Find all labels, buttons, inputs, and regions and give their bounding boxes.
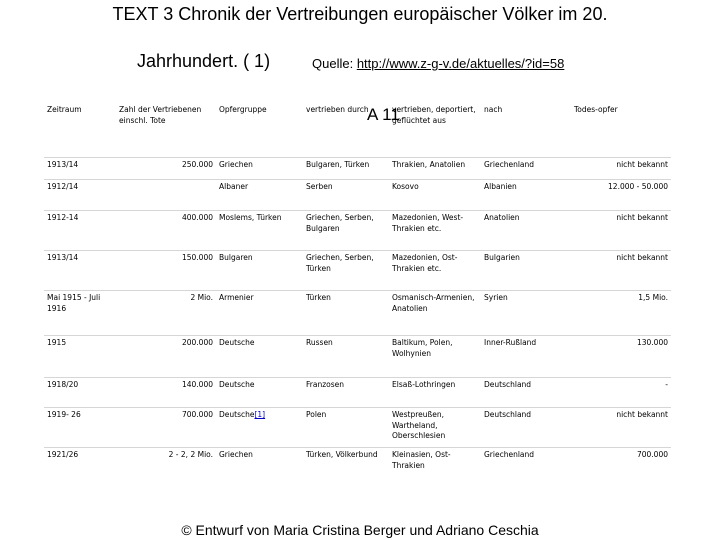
table-row — [44, 158, 671, 180]
table-row — [44, 408, 671, 448]
cell-group-text: Albaner — [219, 182, 249, 191]
cell-group — [216, 180, 303, 211]
table-row — [44, 291, 671, 336]
cell-count: 150.000 — [116, 251, 216, 291]
cell-to: Albanien — [481, 180, 566, 211]
cell-from: Kleinasien, Ost-Thrakien — [389, 448, 481, 488]
cell-by: Franzosen — [303, 378, 389, 408]
cell-from: Kosovo — [389, 180, 481, 211]
cell-to: Deutschland — [481, 378, 566, 408]
cell-period: 1913/14 — [44, 158, 116, 180]
cell-by: Türken — [303, 291, 389, 336]
cell-period: 1913/14 — [44, 251, 116, 291]
cell-group-text: Bulgaren — [219, 253, 253, 262]
title-line-1: TEXT 3 Chronik der Vertreibungen europäischer Völker im 20. — [112, 4, 608, 24]
cell-group — [216, 291, 303, 336]
cell-period: Mai 1915 - Juli 1916 — [44, 291, 116, 336]
cell-count: 2 Mio. — [116, 291, 216, 336]
cell-group — [216, 448, 303, 488]
title-line-2: Jahrhundert. ( 1) — [137, 51, 271, 71]
footer-credit: © Entwurf von Maria Cristina Berger und Adriano Ceschia — [181, 522, 539, 538]
cell-to: Anatolien — [481, 211, 566, 251]
cell-by: Russen — [303, 336, 389, 378]
source-reference — [312, 56, 564, 71]
cell-group-text: Deutsche — [219, 338, 255, 347]
cell-from: Osmanisch-Armenien, Anatolien — [389, 291, 481, 336]
cell-deaths: nicht bekannt — [566, 211, 671, 251]
table-row — [44, 251, 671, 291]
cell-group-text: Moslems, Türken — [219, 213, 282, 222]
cell-period: 1912-14 — [44, 211, 116, 251]
cell-to: Griechenland — [481, 448, 566, 488]
cell-to: Inner-Rußland — [481, 336, 566, 378]
cell-count: 140.000 — [116, 378, 216, 408]
cell-period: 1919- 26 — [44, 408, 116, 448]
footnote-link[interactable]: [1] — [254, 410, 266, 419]
source-link[interactable]: http://www.z-g-v.de/aktuelles/?id=58 — [356, 56, 565, 71]
cell-deaths: nicht bekannt — [566, 408, 671, 448]
cell-count: 400.000 — [116, 211, 216, 251]
cell-deaths: nicht bekannt — [566, 158, 671, 180]
cell-deaths: - — [566, 378, 671, 408]
cell-period: 1912/14 — [44, 180, 116, 211]
col-header-by: vertrieben durch — [306, 105, 369, 114]
cell-deaths: 1,5 Mio. — [566, 291, 671, 336]
col-header-group: Opfergruppe — [219, 105, 267, 114]
cell-period: 1921/26 — [44, 448, 116, 488]
cell-to: Bulgarien — [481, 251, 566, 291]
source-label: Quelle: — [312, 56, 357, 71]
cell-group — [216, 158, 303, 180]
cell-deaths: nicht bekannt — [566, 251, 671, 291]
col-header-deaths: Todes-opfer — [574, 105, 618, 114]
col-header-from: vertrieben, deportiert, geflüchtet aus — [392, 105, 476, 125]
cell-group — [216, 336, 303, 378]
cell-from: Elsaß-Lothringen — [389, 378, 481, 408]
slide-mark: A 11 — [367, 105, 400, 124]
table-row — [44, 211, 671, 251]
col-header-to: nach — [484, 105, 503, 114]
cell-by: Griechen, Serben, Türken — [303, 251, 389, 291]
cell-deaths: 700.000 — [566, 448, 671, 488]
cell-from: Mazedonien, West-Thrakien etc. — [389, 211, 481, 251]
table-row — [44, 180, 671, 211]
cell-deaths: 130.000 — [566, 336, 671, 378]
cell-by: Polen — [303, 408, 389, 448]
cell-group — [216, 408, 303, 448]
cell-period: 1915 — [44, 336, 116, 378]
cell-to: Griechenland — [481, 158, 566, 180]
table-row — [44, 448, 671, 488]
cell-period: 1918/20 — [44, 378, 116, 408]
cell-from: Baltikum, Polen, Wolhynien — [389, 336, 481, 378]
cell-by: Serben — [303, 180, 389, 211]
cell-by: Griechen, Serben, Bulgaren — [303, 211, 389, 251]
cell-group-text: Griechen — [219, 160, 253, 169]
cell-group-text: Deutsche — [219, 410, 255, 419]
cell-count — [116, 180, 216, 211]
cell-group — [216, 251, 303, 291]
cell-group — [216, 211, 303, 251]
cell-group — [216, 378, 303, 408]
cell-to: Syrien — [481, 291, 566, 336]
table-row — [44, 378, 671, 408]
cell-count: 700.000 — [116, 408, 216, 448]
cell-to: Deutschland — [481, 408, 566, 448]
cell-deaths: 12.000 - 50.000 — [566, 180, 671, 211]
chronicle-table — [44, 103, 671, 488]
cell-count: 2 - 2, 2 Mio. — [116, 448, 216, 488]
cell-group-text: Armenier — [219, 293, 254, 302]
cell-from: Mazedonien, Ost-Thrakien etc. — [389, 251, 481, 291]
cell-by: Türken, Völkerbund — [303, 448, 389, 488]
col-header-period: Zeitraum — [47, 105, 82, 114]
header-row — [44, 103, 671, 158]
table-row — [44, 336, 671, 378]
cell-count: 250.000 — [116, 158, 216, 180]
cell-group-text: Griechen — [219, 450, 253, 459]
cell-from: Westpreußen, Wartheland, Oberschlesien — [389, 408, 481, 448]
cell-by: Bulgaren, Türken — [303, 158, 389, 180]
cell-from: Thrakien, Anatolien — [389, 158, 481, 180]
cell-count: 200.000 — [116, 336, 216, 378]
cell-group-text: Deutsche — [219, 380, 255, 389]
col-header-count: Zahl der Vertriebenen einschl. Tote — [119, 105, 202, 125]
